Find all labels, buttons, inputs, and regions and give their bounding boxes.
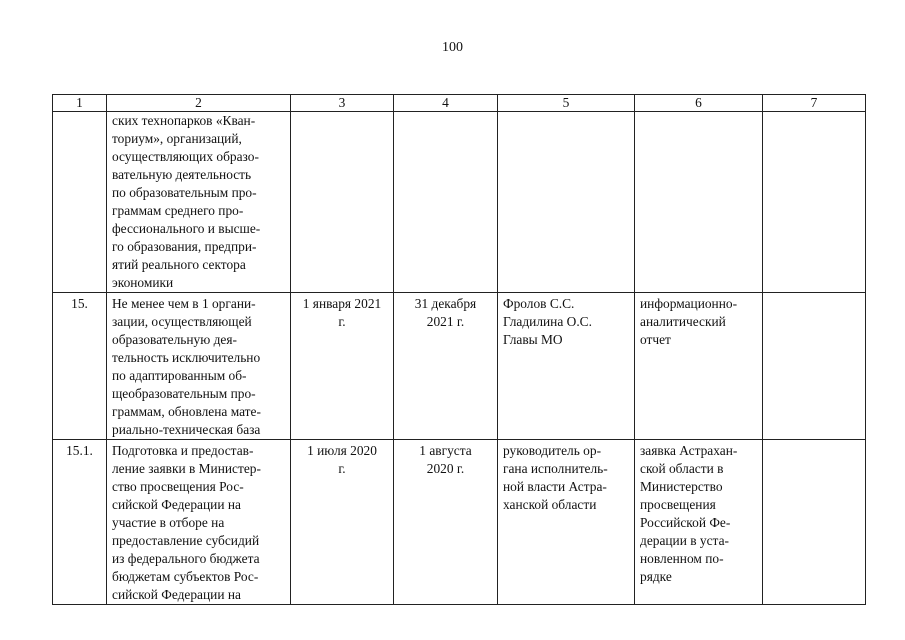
- note-cell: [763, 440, 866, 605]
- responsible-cell: Фролов С.С. Гладилина О.С. Главы МО: [498, 293, 635, 440]
- responsible-cell: руководитель ор- гана исполнитель- ной власти Астра- ханской области: [498, 440, 635, 605]
- start-date-cell: [291, 112, 394, 293]
- column-header: 7: [763, 95, 866, 112]
- note-cell: [763, 112, 866, 293]
- column-header: 3: [291, 95, 394, 112]
- column-header: 2: [107, 95, 291, 112]
- end-date-cell: [394, 112, 498, 293]
- result-cell: заявка Астрахан- ской области в Министерство просвещения Российской Фе- дерации в уста- новленном по- рядке: [635, 440, 763, 605]
- table-header-row: [53, 95, 866, 112]
- row-number-cell: 15.: [53, 293, 107, 440]
- column-header: 5: [498, 95, 635, 112]
- column-header: 4: [394, 95, 498, 112]
- end-date-cell: 31 декабря 2021 г.: [394, 293, 498, 440]
- responsible-cell: [498, 112, 635, 293]
- result-cell: информационно- аналитический отчет: [635, 293, 763, 440]
- plan-table: [52, 94, 866, 605]
- table-row: [53, 440, 866, 605]
- table-row: [53, 293, 866, 440]
- start-date-cell: 1 января 2021 г.: [291, 293, 394, 440]
- end-date-cell: 1 августа 2020 г.: [394, 440, 498, 605]
- start-date-cell: 1 июля 2020 г.: [291, 440, 394, 605]
- result-cell: [635, 112, 763, 293]
- table-row: [53, 112, 866, 293]
- description-cell: ских технопарков «Кван- ториум», организаций, осуществляющих образо- вательную деятельность по образовательным про- граммам среднего про- фессионального и высше- го образования, предпри- ятий реального сектора экономики: [107, 112, 291, 293]
- note-cell: [763, 293, 866, 440]
- column-header: 6: [635, 95, 763, 112]
- row-number-cell: [53, 112, 107, 293]
- page-number: 100: [442, 40, 463, 55]
- column-header: 1: [53, 95, 107, 112]
- description-cell: Подготовка и предостав- ление заявки в Министер- ство просвещения Рос- сийской Федерации на участие в отборе на предоставление субсидий из федерального бюджета бюджетам субъектов Рос- сийской Федерации на: [107, 440, 291, 605]
- description-cell: Не менее чем в 1 органи- зации, осуществляющей образовательную дея- тельность исключительно по адаптированным об- щеобразовательным про- граммам, обновлена мате- риально-техническая база: [107, 293, 291, 440]
- row-number-cell: 15.1.: [53, 440, 107, 605]
